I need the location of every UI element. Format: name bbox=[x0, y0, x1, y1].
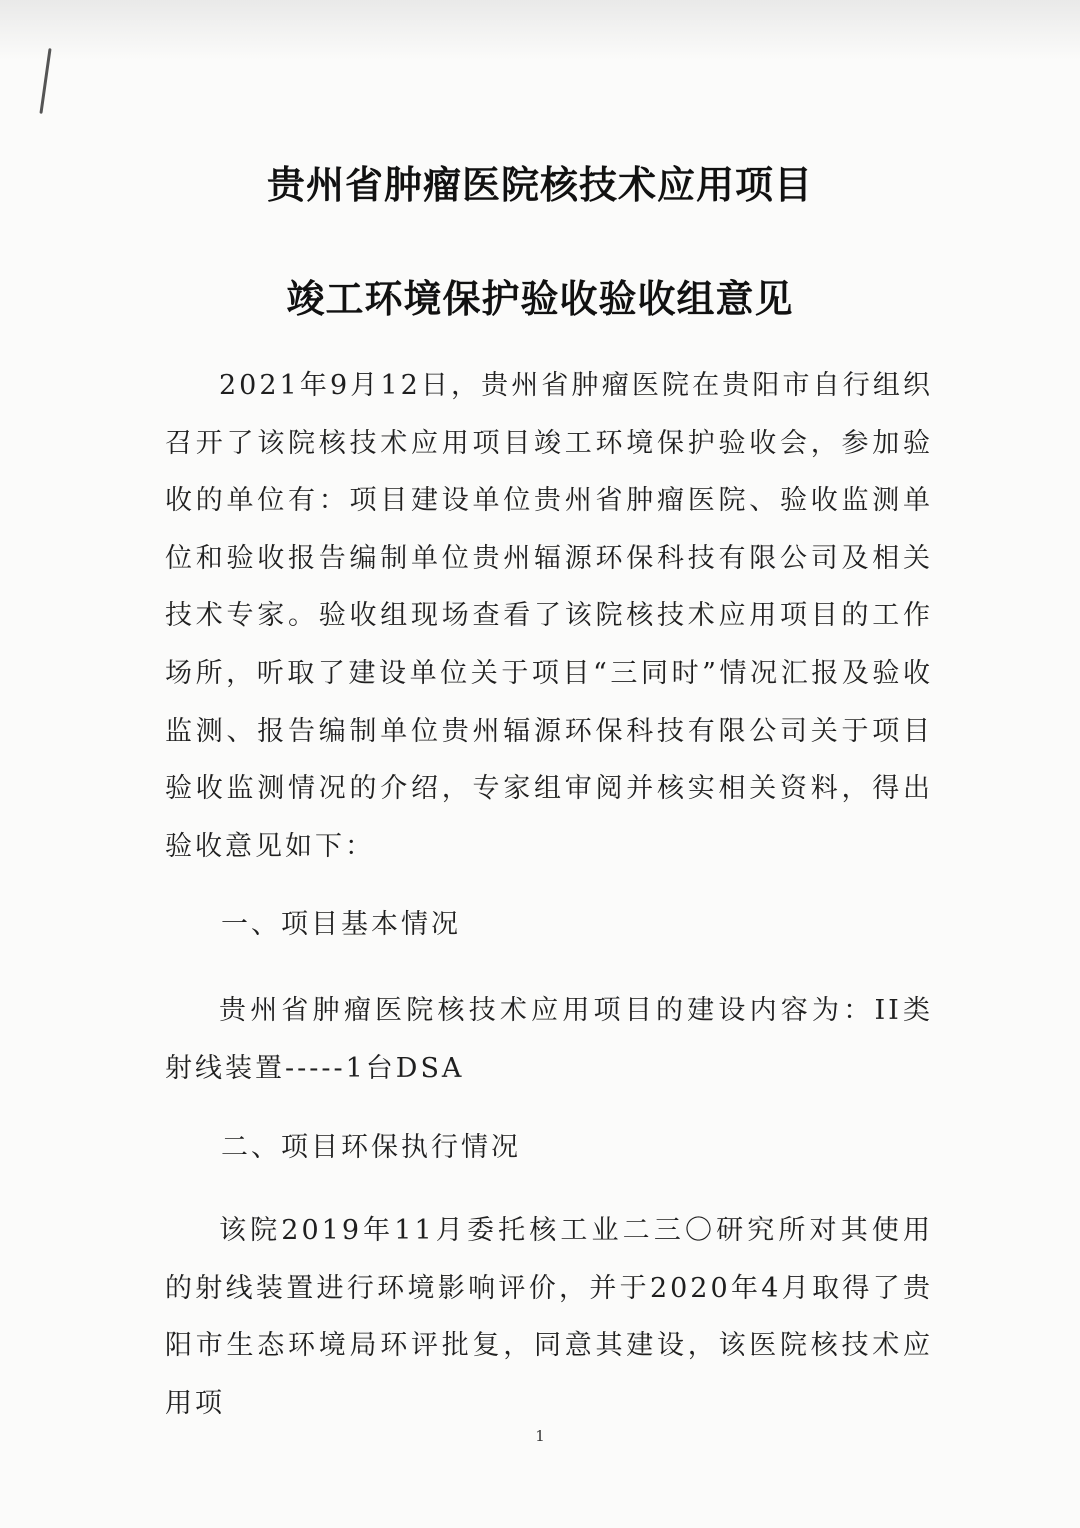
scan-shadow bbox=[0, 0, 1080, 60]
section-2-heading: 二、项目环保执行情况 bbox=[221, 1132, 521, 1163]
page-number: 1 bbox=[535, 1427, 545, 1445]
document-title-line-1: 贵州省肿瘤医院核技术应用项目 bbox=[266, 163, 813, 207]
intro-paragraph: 2021年9月12日，贵州省肿瘤医院在贵阳市自行组织召开了该院核技术应用项目竣工环境保护验收会，参加验收的单位有：项目建设单位贵州省肿瘤医院、验收监测单位和验收报告编制单位贵州辐源环保科技有限公司及相关技术专家。验收组现场查看了该院核技术应用项目的工作场所，听取了建设单位关于项目“三同时”情况汇报及验收监测、报告编制单位贵州辐源环保科技有限公司关于项目验收监测情况的介绍，专家组审阅并核实相关资料，得出验收意见如下： bbox=[165, 370, 933, 862]
section-1-paragraph: 贵州省肿瘤医院核技术应用项目的建设内容为：II类射线装置-----1台DSA bbox=[165, 995, 933, 1084]
section-2-paragraph: 该院2019年11月委托核工业二三〇研究所对其使用的射线装置进行环境影响评价，并于2020年4月取得了贵阳市生态环境局环评批复，同意其建设，该医院核技术应用项 bbox=[165, 1215, 933, 1419]
section-1-heading: 一、项目基本情况 bbox=[221, 909, 461, 940]
document-title-line-2: 竣工环境保护验收验收组意见 bbox=[286, 277, 794, 321]
